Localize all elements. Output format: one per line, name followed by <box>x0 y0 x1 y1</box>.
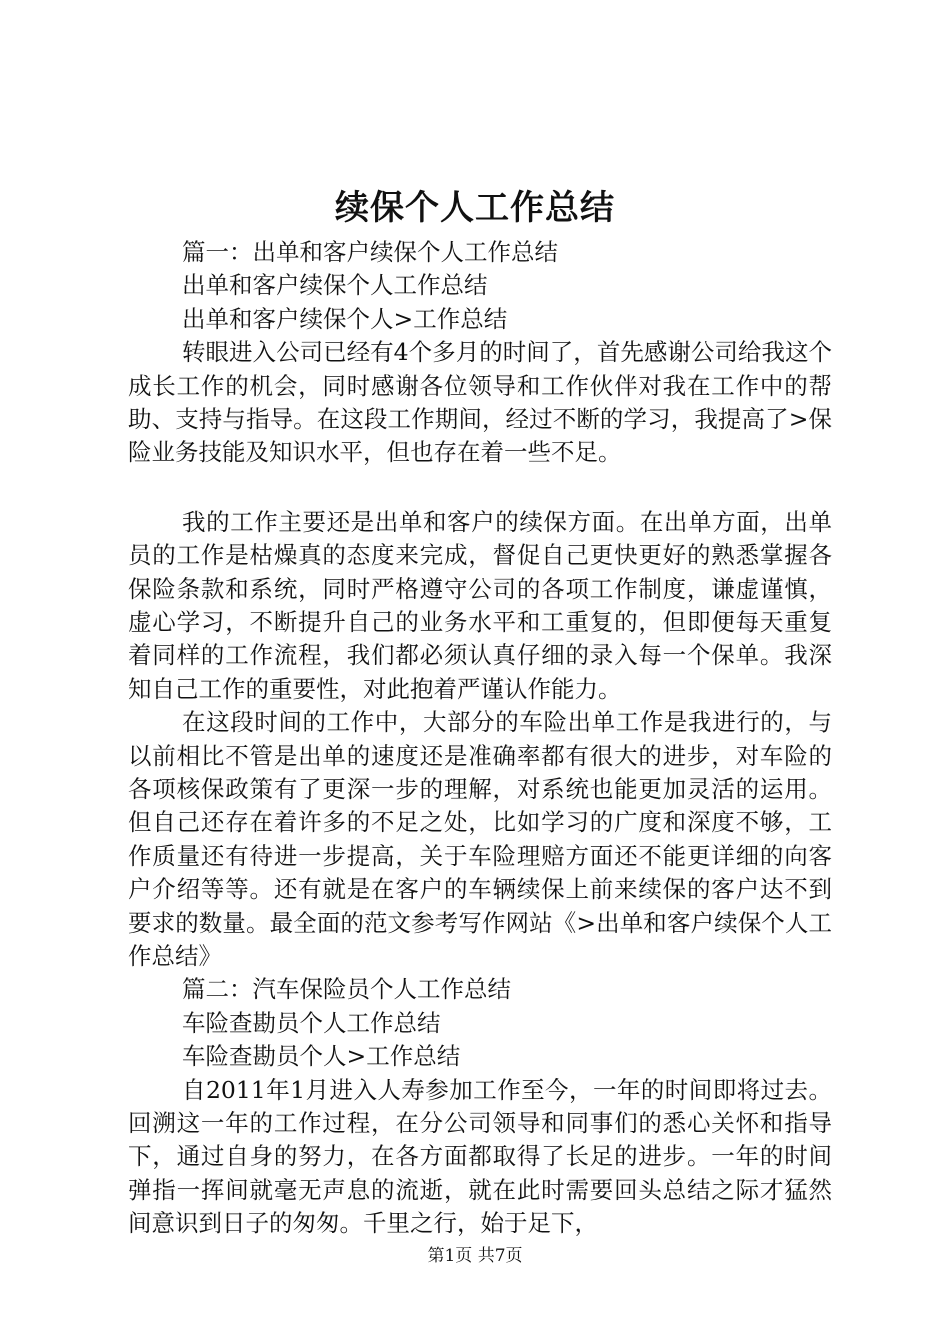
document-title: 续保个人工作总结 <box>335 188 615 228</box>
body-paragraph: 在这段时间的工作中，大部分的车险出单工作是我进行的，与以前相比不管是出单的速度还是准确率都有很大的进步，对车险的各项核保政策有了更深一步的理解，对系统也能更加灵活的运用。但自己还存在着许多的不足之处，比如学习的广度和深度不够，工作质量还有待进一步提高，关于车险理赔方面还不能更详细的向客户介绍等等。还有就是在客户的车辆续保上前来续保的客户达不到要求的数量。最全面的范文参考写作网站《>出单和客户续保个人工作总结》 <box>128 708 832 971</box>
page-footer: 第1页 共7页 <box>427 1246 523 1266</box>
section-subheading-2: 车险查勘员个人>工作总结 <box>182 1042 461 1071</box>
body-paragraph: 自2011年1月进入人寿参加工作至今，一年的时间即将过去。回溯这一年的工作过程，在分公司领导和同事们的悉心关怀和指导下，通过自身的努力，在各方面都取得了长足的进步。一年的时间弹指一挥间就毫无声息的流逝，就在此时需要回头总结之际才猛然间意识到日子的匆匆。千里之行，始于足下， <box>128 1075 832 1238</box>
document-body <box>128 236 832 1241</box>
section-heading: 篇一：出单和客户续保个人工作总结 <box>182 238 558 266</box>
body-paragraph: 我的工作主要还是出单和客户的续保方面。在出单方面，出单员的工作是枯燥真的态度来完成，督促自己更快更好的熟悉掌握各保险条款和系统，同时严格遵守公司的各项工作制度，谦虚谨慎，虚心学习，不断提升自己的业务水平和工重复的，但即便每天重复着同样的工作流程，我们都必须认真仔细的录入每一个保单。我深知自己工作的重要性，对此抱着严谨认作能力。 <box>128 507 832 703</box>
section-heading: 篇二：汽车保险员个人工作总结 <box>182 975 511 1004</box>
section-subheading-2: 出单和客户续保个人>工作总结 <box>182 304 508 333</box>
paragraph-gap <box>128 470 832 506</box>
body-paragraph: 转眼进入公司已经有4个多月的时间了，首先感谢公司给我这个成长工作的机会，同时感谢各位领导和工作伙伴对我在工作中的帮助、支持与指导。在这段工作期间，经过不断的学习，我提高了>保险业务技能及知识水平，但也存在着一些不足。 <box>128 338 832 467</box>
section-subheading: 出单和客户续保个人工作总结 <box>182 271 488 300</box>
section-subheading: 车险查勘员个人工作总结 <box>182 1008 441 1037</box>
